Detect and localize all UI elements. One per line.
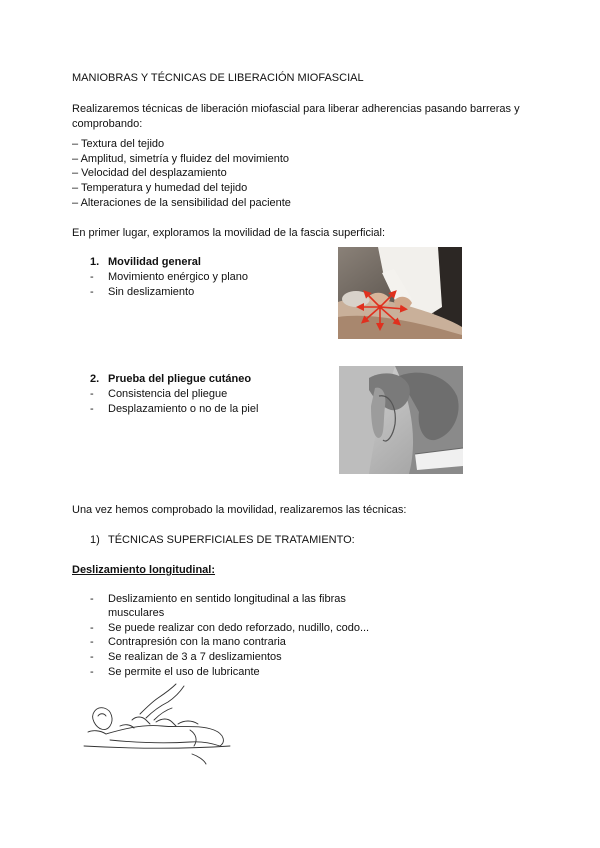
longitudinal-gliding-drawing bbox=[80, 680, 240, 766]
intro-line-2: comprobando: bbox=[72, 118, 143, 130]
general-mobility-photo bbox=[338, 247, 462, 339]
deslizamiento-heading: Deslizamiento longitudinal: bbox=[72, 564, 216, 576]
deslizamiento-item: Se puede realizar con dedo reforzado, nudillo, codo... bbox=[108, 622, 370, 634]
techniques-heading: TÉCNICAS SUPERFICIALES DE TRATAMIENTO: bbox=[108, 534, 355, 546]
section2-item: Consistencia del pliegue bbox=[108, 388, 228, 400]
bullet-dash: - bbox=[90, 666, 94, 678]
check-item: – Textura del tejido bbox=[72, 138, 165, 150]
bullet-dash: - bbox=[90, 403, 94, 415]
section2-item: Desplazamiento o no de la piel bbox=[108, 403, 259, 415]
section1-item: Movimiento enérgico y plano bbox=[108, 271, 249, 283]
techniques-number: 1) bbox=[90, 534, 100, 546]
bullet-dash: - bbox=[90, 271, 94, 283]
first-place-paragraph: En primer lugar, exploramos la movilidad de la fascia superficial: bbox=[72, 227, 386, 239]
section2-number: 2. bbox=[90, 373, 100, 385]
page-title: MANIOBRAS Y TÉCNICAS DE LIBERACIÓN MIOFASCIAL bbox=[72, 72, 364, 84]
bullet-dash: - bbox=[90, 286, 94, 298]
section1-item: Sin deslizamiento bbox=[108, 286, 195, 298]
bullet-dash: - bbox=[90, 388, 94, 400]
check-item: – Amplitud, simetría y fluidez del movimiento bbox=[72, 153, 290, 165]
skin-fold-photo bbox=[339, 366, 463, 474]
section1-heading: Movilidad general bbox=[108, 256, 201, 268]
check-item: – Temperatura y humedad del tejido bbox=[72, 182, 248, 194]
deslizamiento-item: Contrapresión con la mano contraria bbox=[108, 636, 286, 648]
deslizamiento-item: Se realizan de 3 a 7 deslizamientos bbox=[108, 651, 282, 663]
deslizamiento-item: Se permite el uso de lubricante bbox=[108, 666, 260, 678]
section1-number: 1. bbox=[90, 256, 100, 268]
bullet-dash: - bbox=[90, 622, 94, 634]
section2-heading: Prueba del pliegue cutáneo bbox=[108, 373, 252, 385]
deslizamiento-item: musculares bbox=[108, 607, 165, 619]
check-item: – Alteraciones de la sensibilidad del paciente bbox=[72, 197, 291, 209]
bullet-dash: - bbox=[90, 651, 94, 663]
deslizamiento-item: Deslizamiento en sentido longitudinal a las fibras bbox=[108, 593, 346, 605]
check-item: – Velocidad del desplazamiento bbox=[72, 167, 227, 179]
bullet-dash: - bbox=[90, 636, 94, 648]
bullet-dash: - bbox=[90, 593, 94, 605]
transition-paragraph: Una vez hemos comprobado la movilidad, realizaremos las técnicas: bbox=[72, 504, 407, 516]
intro-line-1: Realizaremos técnicas de liberación miofascial para liberar adherencias pasando barreras y bbox=[72, 103, 520, 115]
